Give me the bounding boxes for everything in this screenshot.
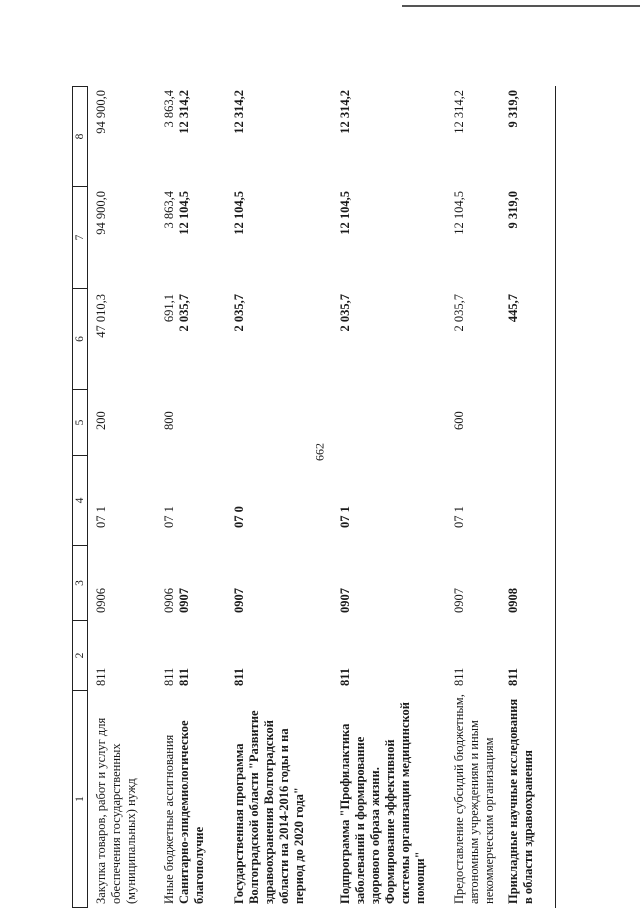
row-7-col-7: 9 319,0	[506, 191, 520, 229]
row-3-col-2: 811	[177, 667, 191, 686]
row-5-name: Подпрограмма "Профилактика заболеваний и формирование здорового образа жизни. Формирование эффективной системы организации медицинской помощи"	[338, 702, 427, 904]
header-col-3: 3	[72, 545, 88, 620]
top-rule	[402, 5, 640, 7]
row-3-col-8: 12 314,2	[177, 90, 191, 134]
header-col-6: 6	[72, 288, 88, 389]
row-6-col-7: 12 104,5	[452, 191, 466, 235]
row-3-col-6: 2 035,7	[177, 294, 191, 332]
row-2-col-6: 691,1	[162, 294, 176, 323]
row-6-col-3: 0907	[452, 588, 466, 613]
row-1-col-3: 0906	[94, 588, 108, 613]
row-7-col-3: 0908	[506, 588, 520, 613]
row-4-col-2: 811	[232, 667, 246, 686]
row-1-name: Закупка товаров, работ и услуг для обеспечения государственных (муниципальных) нужд	[94, 717, 138, 904]
row-4-col-3: 0907	[232, 588, 246, 613]
row-2-col-2: 811	[162, 667, 176, 686]
row-1-col-2: 811	[94, 667, 108, 686]
header-col-7: 7	[72, 186, 88, 288]
row-6-col-2: 811	[452, 667, 466, 686]
row-3-name: Санитарно-эпидемиологическое благополучие	[177, 720, 206, 904]
row-3-col-3: 0907	[177, 588, 191, 613]
row-2-col-4: 07 1	[162, 506, 176, 528]
header-col-5: 5	[72, 389, 88, 455]
row-1-col-5: 200	[94, 411, 108, 430]
budget-table	[72, 86, 556, 908]
row-1-col-7: 94 900,0	[94, 191, 108, 235]
row-1-col-4: 07 1	[94, 506, 108, 528]
header-col-8: 8	[72, 86, 88, 186]
row-6-col-6: 2 035,7	[452, 294, 466, 332]
row-5-col-7: 12 104,5	[338, 191, 352, 235]
row-4-col-6: 2 035,7	[232, 294, 246, 332]
row-2-col-7: 3 863,4	[162, 191, 176, 229]
row-6-col-4: 07 1	[452, 506, 466, 528]
row-4-col-8: 12 314,2	[232, 90, 246, 134]
row-3-col-7: 12 104,5	[177, 191, 191, 235]
header-col-1: 1	[72, 690, 88, 908]
row-2-col-5: 800	[162, 411, 176, 430]
row-5-col-6: 2 035,7	[338, 294, 352, 332]
header-col-4: 4	[72, 455, 88, 545]
row-2-name: Иные бюджетные ассигнования	[162, 734, 176, 904]
row-7-col-2: 811	[506, 667, 520, 686]
header-col-2: 2	[72, 620, 88, 690]
row-2-col-3: 0906	[162, 588, 176, 613]
row-5-col-8: 12 314,2	[338, 90, 352, 134]
row-4-col-7: 12 104,5	[232, 191, 246, 235]
row-5-col-4: 07 1	[338, 506, 352, 528]
row-6-name: Предоставление субсидий бюджетным, автономным учреждениям и иным некоммерческим организациям	[452, 694, 496, 904]
row-5-col-2: 811	[338, 667, 352, 686]
row-7-name: Прикладные научные исследования в области здравоохранения	[506, 698, 535, 904]
row-1-col-6: 47 010,3	[94, 294, 108, 338]
row-2-col-8: 3 863,4	[162, 90, 176, 128]
row-5-col-3: 0907	[338, 588, 352, 613]
page-number: 662	[312, 443, 327, 461]
row-7-col-8: 9 319,0	[506, 90, 520, 128]
row-1-col-8: 94 900,0	[94, 90, 108, 134]
row-7-col-6: 445,7	[506, 294, 520, 323]
row-4-name: Государственная программа Волгоградской области "Развитие здравоохранения Волгоградской области на 2014-2016 годы и на период до 2020 года"	[232, 710, 306, 904]
row-6-col-8: 12 314,2	[452, 90, 466, 134]
row-4-col-4: 07 0	[232, 506, 246, 528]
row-6-col-5: 600	[452, 411, 466, 430]
